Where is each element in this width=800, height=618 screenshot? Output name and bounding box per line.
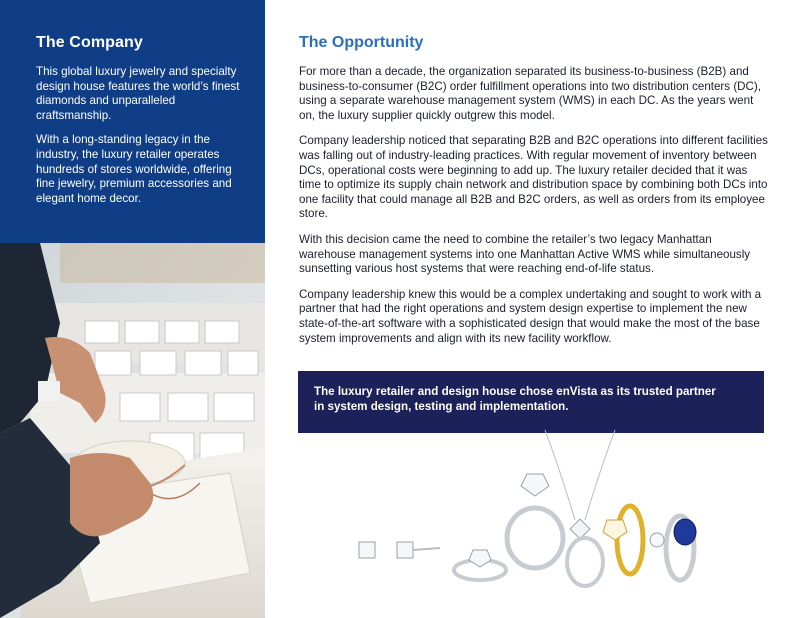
opportunity-paragraph-3: With this decision came the need to combine the retailer’s two legacy Manhattan warehouse management systems into one Manhattan Active WMS while simultaneously sunsetting various host systems that were reaching end-of-life status.	[299, 232, 751, 276]
opportunity-paragraph-4: Company leadership knew this would be a complex undertaking and sought to work with a partner that had the right operations and system design expertise to implement the new state-of-the-art software with a sophisticated design that would make the most of the base system improvements and align with its new facility workflow.	[299, 287, 762, 345]
opportunity-heading: The Opportunity	[299, 34, 424, 51]
callout-box	[298, 371, 764, 433]
photo-illustration	[0, 243, 265, 618]
company-heading: The Company	[36, 34, 143, 51]
callout-text: The luxury retailer and design house chose enVista as its trusted partner in system design, testing and implementation.	[314, 385, 716, 413]
opportunity-paragraph-1: For more than a decade, the organization separated its business-to-business (B2B) and business-to-consumer (B2C) order fulfillment operations into two distribution centers (DC), using a separate warehouse management system (WMS) in each DC. As the years went on, the luxury supplier quickly outgrew this model.	[299, 65, 762, 122]
jewelry-illustration	[345, 430, 725, 618]
company-paragraph-2: With a long-standing legacy in the industry, the luxury retailer operates hundreds of stores worldwide, offering fine jewelry, premium accessories and elegant home decor.	[36, 133, 232, 205]
company-panel	[0, 0, 265, 243]
jewelry-store-photo	[0, 243, 265, 618]
opportunity-paragraph-2: Company leadership noticed that separating B2B and B2C operations into different facilities was falling out of industry-leading practices. With regular movement of inventory between DCs, operational costs were beginning to add up. The luxury retailer decided that it was time to optimize its supply chain network and distribution space by combining both DCs into one facility that could manage all B2B and B2C orders, as well as orders from its employee store.	[299, 134, 768, 221]
opportunity-section	[299, 34, 769, 357]
company-paragraph-1: This global luxury jewelry and specialty design house features the world’s finest diamonds and unparalleled craftsmanship.	[36, 65, 240, 122]
